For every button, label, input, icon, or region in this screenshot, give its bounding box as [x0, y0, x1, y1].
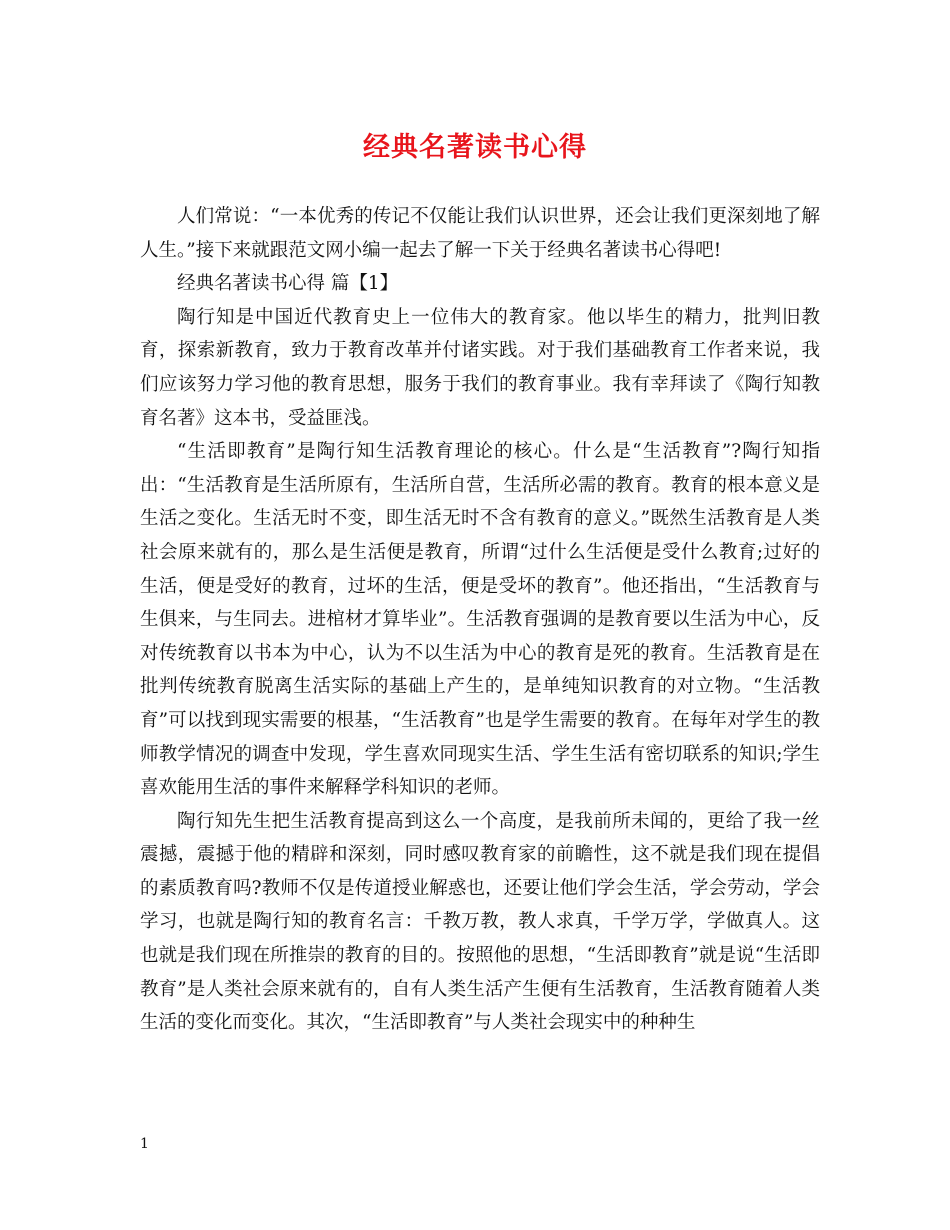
- body-paragraph-3: 陶行知先生把生活教育提高到这么一个高度，是我前所未闻的，更给了我一丝震撼，震撼于他的精辟和深刻，同时感叹教育家的前瞻性，这不就是我们现在提倡的素质教育吗?教师不仅是传道授业解惑也，还要让他们学会生活，学会劳动，学会学习，也就是陶行知的教育名言：千教万教，教人求真，千学万学，学做真人。这也就是我们现在所推崇的教育的目的。按照他的思想，“生活即教育”就是说“生活即教育”是人类社会原来就有的，自有人类生活产生便有生活教育，生活教育随着人类生活的变化而变化。其次，“生活即教育”与人类社会现实中的种种生: [140, 810, 820, 1034]
- document-title: 经典名著读书心得: [363, 132, 587, 163]
- page-number: 1: [140, 1136, 149, 1152]
- intro-paragraph: 人们常说：“一本优秀的传记不仅能让我们认识世界，还会让我们更深刻地了解人生。”接下来就跟范文网小编一起去了解一下关于经典名著读书心得吧!: [140, 206, 820, 261]
- section-heading: 经典名著读书心得 篇【1】: [177, 273, 399, 295]
- document-body: [140, 200, 820, 1040]
- body-paragraph-2: “生活即教育”是陶行知生活教育理论的核心。什么是“生活教育”?陶行知指出：“生活教育是生活所原有，生活所自营，生活所必需的教育。教育的根本意义是生活之变化。生活无时不变，即生活无时不含有教育的意义。”既然生活教育是人类社会原来就有的，那么是生活便是教育，所谓“过什么生活便是受什么教育;过好的生活，便是受好的教育，过坏的生活，便是受坏的教育”。他还指出，“生活教育与生俱来，与生同去。进棺材才算毕业”。生活教育强调的是教育要以生活为中心，反对传统教育以书本为中心，认为不以生活为中心的教育是死的教育。生活教育是在批判传统教育脱离生活实际的基础上产生的，是单纯知识教育的对立物。“生活教育”可以找到现实需要的根基，“生活教育”也是学生需要的教育。在每年对学生的教师教学情况的调查中发现，学生喜欢同现实生活、学生生活有密切联系的知识;学生喜欢能用生活的事件来解释学科知识的老师。: [140, 441, 820, 799]
- body-paragraph-1: 陶行知是中国近代教育史上一位伟大的教育家。他以毕生的精力，批判旧教育，探索新教育，致力于教育改革并付诸实践。对于我们基础教育工作者来说，我们应该努力学习他的教育思想，服务于我们的教育事业。我有幸拜读了《陶行知教育名著》这本书，受益匪浅。: [140, 306, 820, 429]
